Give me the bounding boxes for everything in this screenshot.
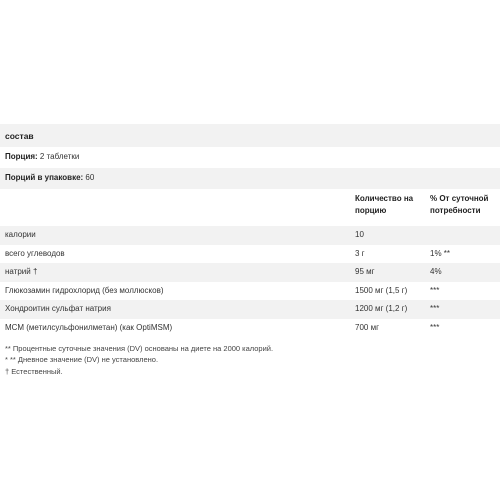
footnotes [0,338,500,378]
nutrient-name: Глюкозамин гидрохлорид (без моллюсков) [5,285,164,295]
facts-heading-row [0,124,500,147]
footnote: ** Процентные суточные значения (DV) основаны на диете на 2000 калорий. [5,343,274,353]
servings-per-container-row [0,168,500,189]
serving-size-label: Порция: [5,152,38,161]
footnote: † Естественный. [5,366,63,376]
supplement-facts-table [0,124,500,377]
facts-heading: состав [5,131,34,141]
serving-size-row [0,147,500,168]
nutrient-amount: 1200 мг (1,2 г) [355,304,408,314]
nutrient-daily-value: *** [430,304,440,314]
nutrient-name: натрий † [5,267,38,277]
nutrient-row [0,282,500,301]
nutrient-amount: 10 [355,230,364,239]
nutrient-amount: 95 мг [355,267,375,277]
nutrient-amount: 1500 мг (1,5 г) [355,285,408,295]
servings-per-container-value: 60 [83,173,95,182]
nutrient-row [0,263,500,282]
nutrient-row [0,245,500,264]
daily-value-column-header: % От суточной потребности [430,194,489,215]
nutrient-daily-value: 4% [430,267,442,277]
footnote: * ** Дневное значение (DV) не установлено. [5,355,159,365]
amount-column-header: Количество на порцию [355,194,414,215]
nutrient-daily-value: *** [430,322,440,332]
servings-per-container-label: Порций в упаковке: [5,173,84,182]
nutrient-row [0,226,500,245]
serving-size-value: 2 таблетки [37,152,80,161]
nutrient-name: калории [5,230,36,239]
nutrient-name: МСМ (метилсульфонилметан) (как OptiMSM) [5,322,173,332]
nutrient-row [0,300,500,319]
column-header-row [0,189,500,226]
nutrient-daily-value: 1% ** [430,248,451,258]
nutrient-name: всего углеводов [5,248,65,258]
nutrient-amount: 3 г [355,248,365,258]
nutrient-row [0,319,500,338]
nutrient-name: Хондроитин сульфат натрия [5,304,111,314]
nutrient-amount: 700 мг [355,322,379,332]
nutrient-daily-value: *** [430,285,440,295]
